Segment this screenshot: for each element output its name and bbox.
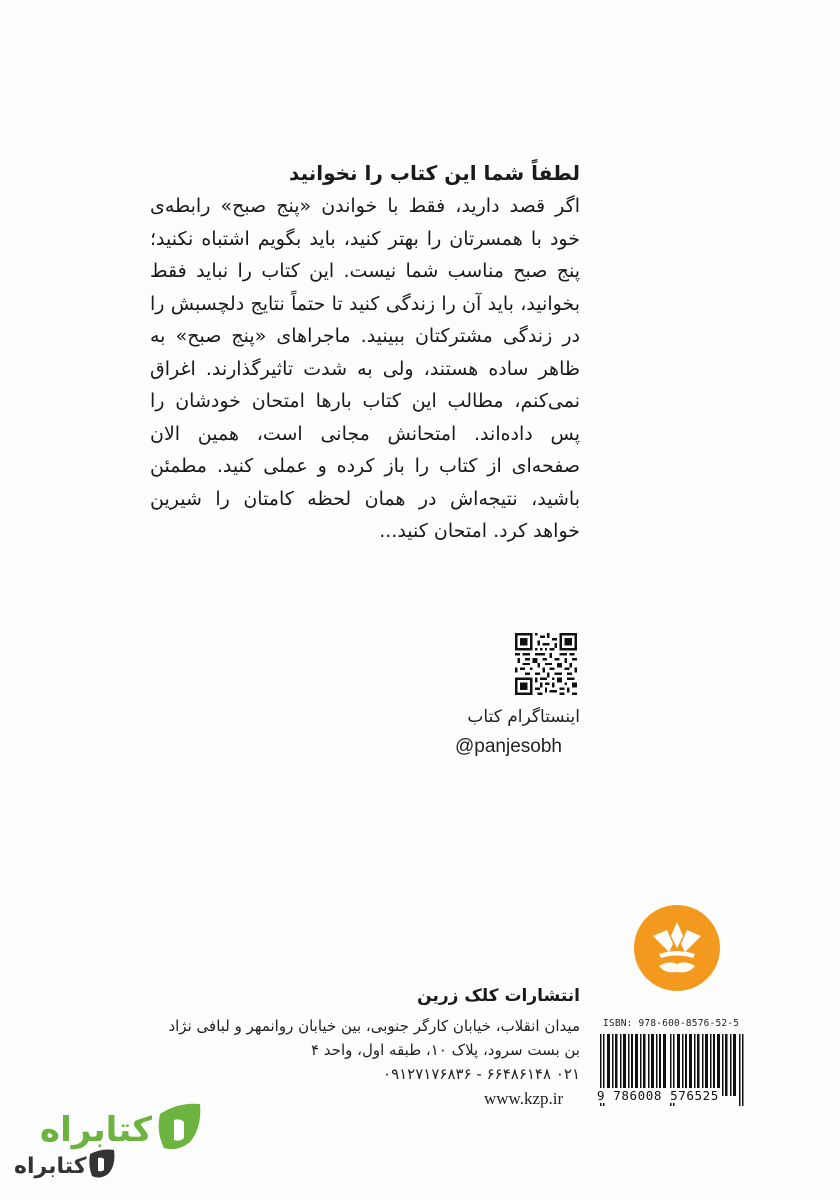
- watermark-leaf-icon: [150, 1098, 206, 1154]
- publisher-logo-icon: [633, 904, 721, 992]
- address-line-2: بن بست سرود، پلاک ۱۰، طبقه اول، واحد ۴: [310, 1041, 580, 1059]
- isbn-label: ISBN: 978-600-8576-52-5: [603, 1018, 740, 1029]
- publisher-address: [110, 1014, 580, 1086]
- blurb: [150, 158, 580, 548]
- watermark-small-icon: [86, 1146, 118, 1180]
- publisher-name: انتشارات کلک زرین: [417, 986, 580, 1006]
- blurb-heading: لطفاً شما این کتاب را نخوانید: [289, 161, 580, 185]
- blurb-body: اگر قصد دارید، فقط با خواندن «پنج صبح» رابطه‌ی خود با همسرتان را بهتر کنید، باید بگویم اشتباه نکنید؛ پنج صبح مناسب شما نیست. این کتاب را نباید فقط بخوانید، باید آن را زندگی کنید تا حتماً نتایج دلچسبش را در زندگی مشترکتان ببینید. ماجراهای «پنج صبح» به ظاهر ساده هستند، ولی به شدت تاثیرگذارند. اغراق نمی‌کنم، مطالب این کتاب بارها امتحان خودشان را پس داده‌اند. امتحانش مجانی است، همین الان صفحه‌ای از کتاب را باز کرده و عملی کنید. مطمئن باشید، نتیجه‌اش در همان لحظه کامتان را شیرین خواهد کرد. امتحان کنید...: [150, 195, 580, 542]
- instagram-handle[interactable]: @panjesobh: [455, 736, 562, 757]
- barcode-number: 9 786008 576525: [597, 1088, 719, 1103]
- watermark-text: کتابراه: [40, 1110, 153, 1150]
- qr-code-icon: [515, 633, 577, 695]
- instagram-label: اینستاگرام کتاب: [467, 707, 580, 727]
- publisher-phones: ۰۲۱ ۶۶۴۸۶۱۴۸ - ۰۹۱۲۷۱۷۶۸۳۶: [383, 1065, 580, 1083]
- publisher-website[interactable]: www.kzp.ir: [484, 1089, 564, 1108]
- address-line-1: میدان انقلاب، خیابان کارگر جنوبی، بین خیابان روانمهر و لبافی نژاد: [168, 1017, 580, 1035]
- watermark-small-text: کتابراه: [14, 1154, 87, 1179]
